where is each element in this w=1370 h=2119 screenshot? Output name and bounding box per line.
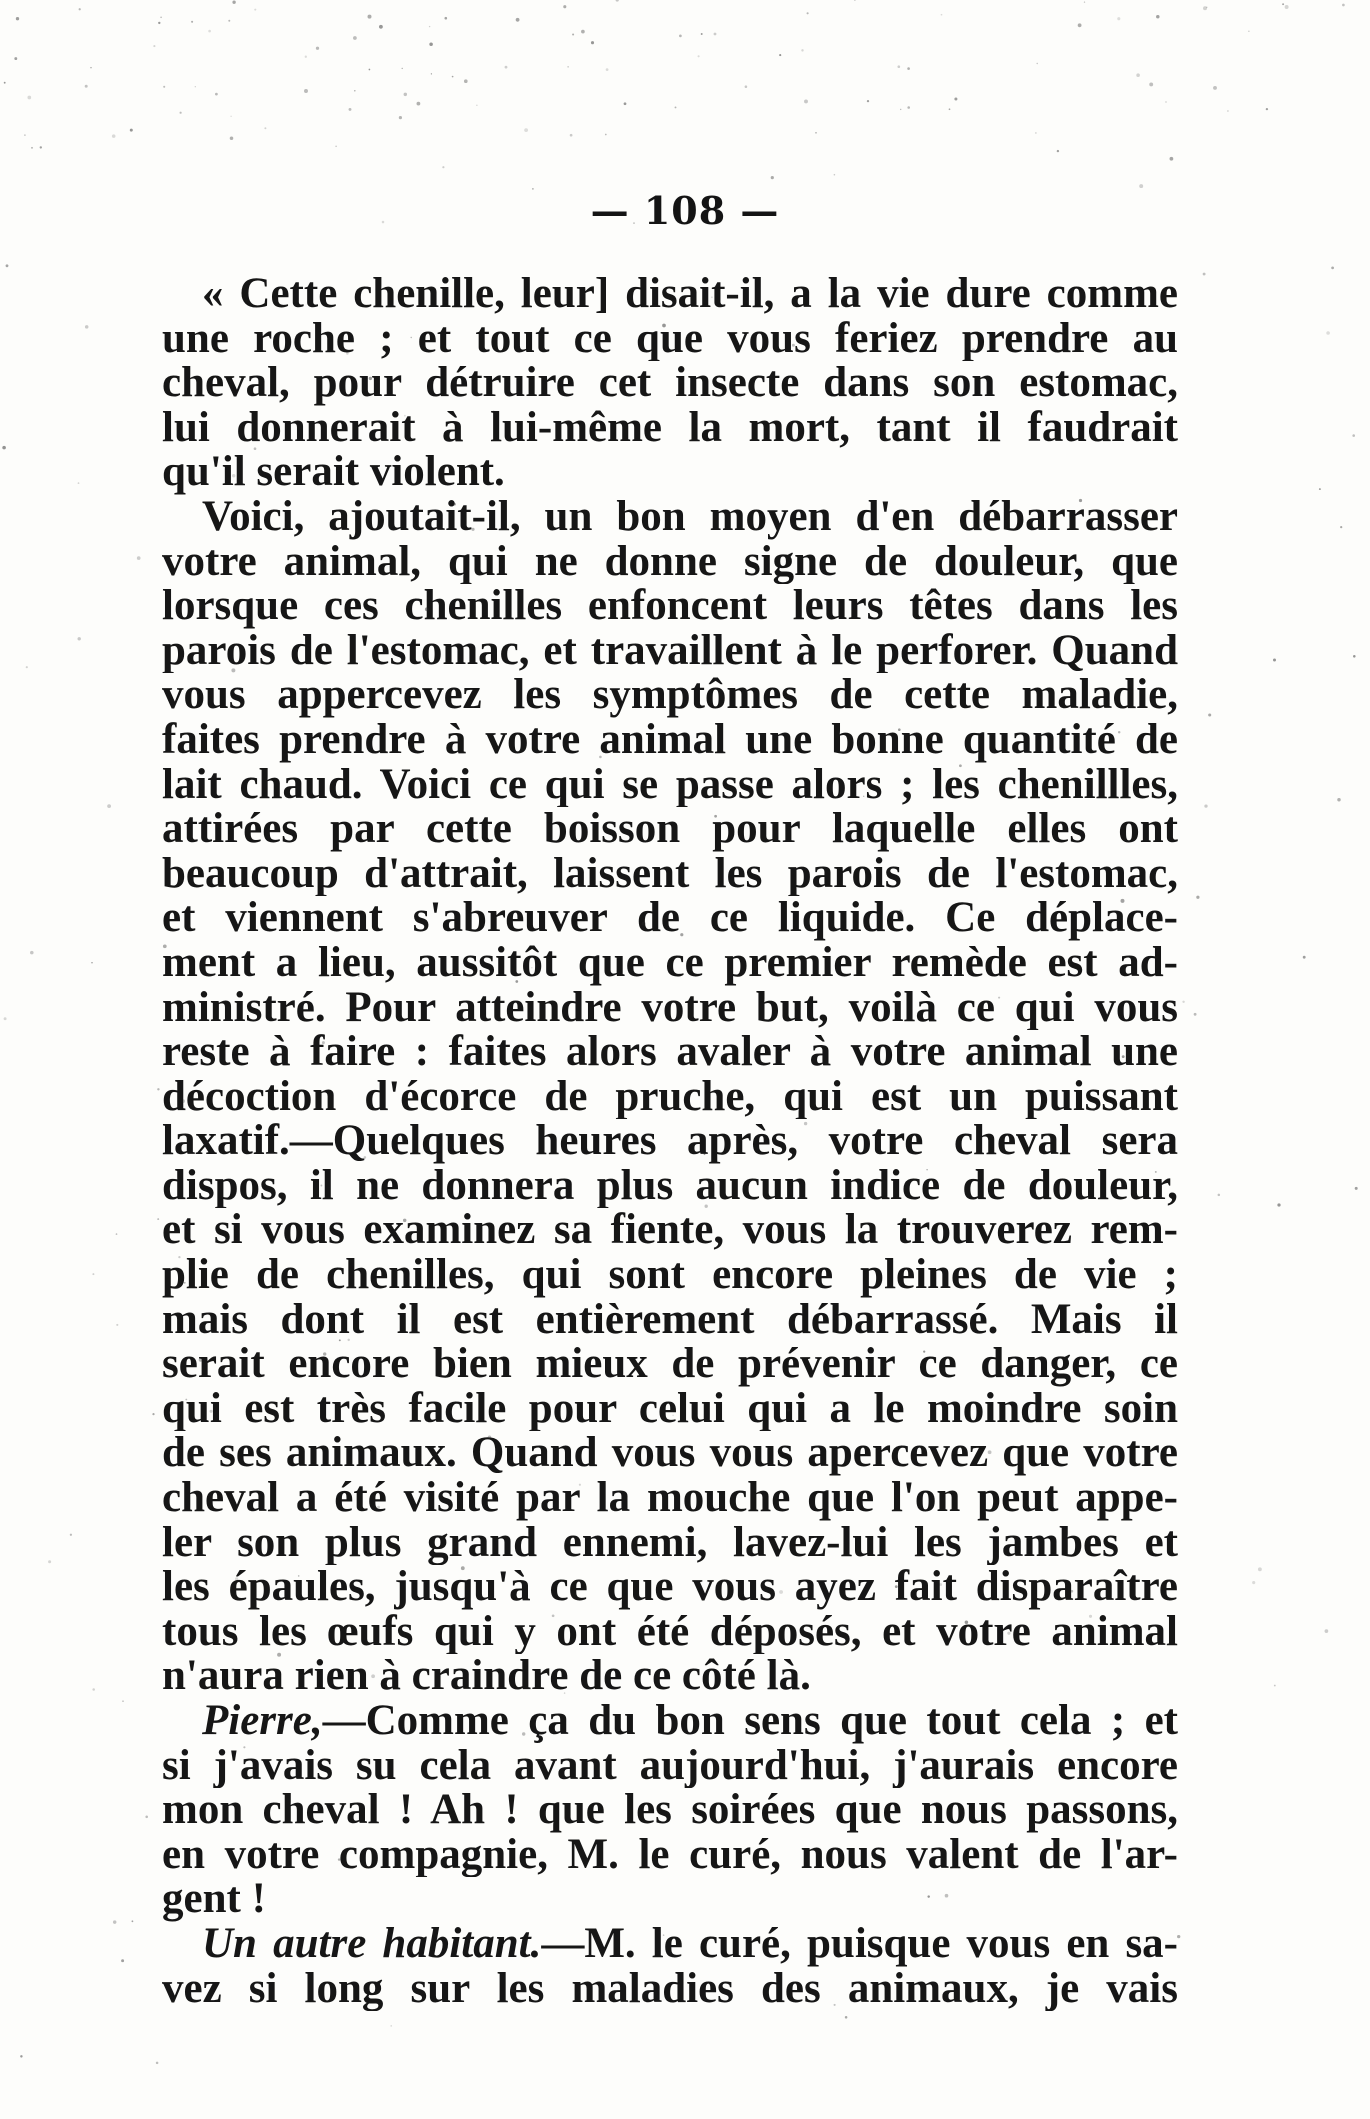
scan-speck [675,106,677,108]
scan-speck [1208,713,1211,716]
text-line [162,1075,1178,1120]
scan-speck [145,1816,148,1819]
scan-speck [91,962,92,963]
scan-speck [616,0,619,2]
scan-speck [195,86,196,87]
line-text: de ses animaux. Quand vous vous apercevez que votre [162,1431,1178,1477]
scan-speck [1340,526,1342,528]
line-text: tous les œufs qui y ont été déposés, et votre animal [162,1609,1178,1655]
scan-speck [779,54,781,56]
line-text: votre animal, qui ne donne signe de douleur, que [162,539,1178,585]
scan-speck [834,174,836,176]
scan-speck [516,18,520,22]
scan-speck [230,116,231,117]
scan-speck [815,132,817,134]
scan-speck [570,134,573,137]
scan-speck [572,33,574,35]
scan-speck [1204,804,1207,807]
text-line [162,450,1178,495]
scan-speck [771,176,774,179]
scan-speck [90,67,92,69]
scan-speck [581,30,585,34]
scan-speck [130,129,133,132]
text-line [162,1119,1178,1164]
scan-speck [804,99,808,103]
scan-speck [121,1959,124,1962]
scan-speck [369,69,371,71]
scan-speck [1117,17,1120,20]
scan-speck [112,134,116,138]
text-line [162,629,1178,674]
scan-speck [27,96,31,100]
scan-speck [941,14,943,16]
scan-speck [1035,132,1036,133]
scan-speck [228,20,230,22]
scan-speck [157,1088,159,1090]
scan-speck [1353,655,1356,658]
scan-speck [390,2025,392,2027]
line-text: et si vous examinez sa fiente, vous la trouverez rem- [162,1208,1178,1254]
line-text: parois de l'estomac, et travaillent à le perforer. Quand [162,628,1178,674]
text-line [162,1877,1178,1922]
scan-speck [4,82,6,84]
text-line [162,406,1178,451]
speaker-name: Un autre habitant. [202,1921,542,1967]
scan-speck [907,67,910,70]
line-text: beaucoup d'attrait, laissent les parois de l'estomac, [162,851,1178,897]
line-text: —M. le curé, puisque vous en sa- [541,1921,1178,1967]
scan-speck [152,1413,154,1415]
scan-speck [353,36,357,40]
scan-speck [85,85,88,88]
scan-speck [20,2055,22,2057]
text-line [162,1699,1178,1744]
scan-speck [70,1534,72,1536]
line-text: vez si long sur les maladies des animaux, je vais [162,1966,1178,2012]
scan-speck [304,89,308,93]
scan-speck [107,804,111,808]
text-line [162,1833,1178,1878]
scan-speck [801,49,803,51]
body-text [162,272,1178,2011]
line-text: qui est très facile pour celui qui a le moindre soin [162,1386,1178,1432]
scan-speck [78,482,80,484]
line-text: décoction d'écorce de pruche, qui est un puissant [162,1074,1178,1120]
scan-speck [208,30,211,33]
scan-speck [1326,331,1330,335]
scan-speck [153,45,155,47]
line-text: vous appercevez les symptômes de cette maladie, [162,673,1178,718]
text-line [162,1521,1178,1566]
scan-speck [1136,73,1140,77]
scan-speck [1084,1,1085,2]
scan-speck [624,102,627,105]
text-line [162,317,1178,362]
scan-speck [4,1017,7,1020]
scan-speck [429,26,430,27]
scan-speck [6,264,9,267]
scan-speck [907,106,910,109]
text-line [162,1298,1178,1343]
scan-speck [78,637,81,640]
scan-speck [591,41,594,44]
line-text: qu'il serait violent. [162,450,505,495]
scan-speck [1258,1567,1262,1571]
scan-speck [399,116,402,119]
scan-speck [505,66,508,69]
line-text: en votre compagnie, M. le curé, nous valent de l'ar- [162,1832,1178,1878]
scan-speck [349,108,352,111]
scan-speck [1165,101,1166,102]
text-line [162,1744,1178,1789]
text-line [162,1342,1178,1387]
scan-speck [116,1233,118,1235]
scan-speck [1274,1685,1276,1687]
text-line [162,1476,1178,1521]
scan-speck [1325,1629,1329,1633]
scan-speck [476,105,477,106]
line-text: les épaules, jusqu'à ce que vous ayez fait disparaître [162,1565,1178,1610]
scan-speck [1057,150,1059,152]
line-text: laxatif.—Quelques heures après, votre cheval sera [162,1119,1178,1164]
line-text: n'aura rien à craindre de ce côté là. [162,1654,811,1699]
line-text: une roche ; et tout ce que vous feriez prendre au [162,316,1178,362]
scan-speck [1285,5,1289,9]
scan-speck [116,1324,118,1326]
text-line [162,807,1178,852]
scan-speck [1078,23,1082,27]
line-text: cheval, pour détruire cet insecte dans son estomac, [162,361,1178,406]
scan-speck [26,666,28,668]
text-line [162,272,1178,317]
scan-speck [316,47,319,50]
line-text: dispos, il ne donnera plus aucun indice de douleur, [162,1163,1178,1209]
text-line [162,1164,1178,1209]
scan-speck [180,112,182,114]
scan-speck [156,2062,159,2065]
scan-speck [1266,108,1268,110]
text-line [162,896,1178,941]
line-text: reste à faire : faites alors avaler à votre animal une [162,1030,1178,1075]
scan-speck [1277,1203,1280,1206]
scan-speck [79,8,81,10]
scan-speck [92,1273,94,1275]
scan-speck [335,146,337,148]
scan-speck [30,951,34,955]
scan-speck [1248,31,1249,32]
scan-speck [1037,63,1038,64]
text-line [162,1030,1178,1075]
scan-speck [1273,659,1276,662]
scan-speck [31,147,33,149]
scan-speck [40,146,42,148]
scan-speck [1218,1194,1221,1197]
scan-speck [1203,273,1206,276]
scan-speck [1252,1581,1255,1584]
scan-speck [402,68,403,69]
scan-speck [1352,434,1355,437]
line-text: et viennent s'abreuver de ce liquide. Ce déplace- [162,896,1178,941]
scan-speck [16,17,19,20]
scan-speck [232,1,235,4]
scan-speck [845,2016,848,2019]
line-text: ler son plus grand ennemi, lavez-lui les jambes et [162,1520,1178,1566]
line-text: mais dont il est entièrement débarrassé. Mais il [162,1297,1178,1343]
text-line [162,361,1178,406]
scan-speck [897,65,900,68]
scan-speck [464,79,468,83]
text-line [162,852,1178,897]
scan-speck [679,35,682,38]
scan-speck [1282,3,1284,5]
scan-speck [1331,267,1334,270]
scan-speck [1342,4,1345,7]
scan-speck [701,33,703,35]
scan-speck [264,127,266,129]
line-text: attirées par cette boisson pour laquelle elles ont [162,807,1178,852]
line-text: ment a lieu, aussitôt que ce premier remède est ad- [162,940,1178,986]
scan-speck [1182,1001,1184,1003]
scan-speck [1227,110,1229,112]
scan-speck [368,15,372,19]
scan-speck [605,134,607,136]
text-line [162,1253,1178,1298]
line-text: faites prendre à votre animal une bonne quantité de [162,717,1178,763]
text-line [162,1610,1178,1655]
line-text: lui donnerait à lui-même la mort, tant il faudrait [162,405,1178,451]
scan-speck [1203,6,1207,10]
scan-speck [1170,157,1174,161]
scan-speck [1149,82,1153,86]
scan-speck [807,12,809,14]
text-line [162,495,1178,540]
text-line [162,1208,1178,1253]
scan-speck [867,100,869,102]
text-line [162,986,1178,1031]
line-text: cheval a été visité par la mouche que l'on peut appe- [162,1476,1178,1521]
scan-speck [48,1560,51,1563]
text-line [162,941,1178,986]
scan-speck [563,5,566,8]
scan-speck [698,55,700,57]
scan-speck [1194,1013,1197,1016]
page-number: — 108 — [590,188,780,233]
scan-speck [714,33,717,36]
line-text: si j'avais su cela avant aujourd'hui, j'aurais encore [162,1743,1178,1789]
scan-speck [745,85,748,88]
scan-speck [1303,956,1306,959]
line-text: ministré. Pour atteindre votre but, voilà ce qui vous [162,985,1178,1031]
scan-speck [85,325,89,329]
scan-speck [113,1920,116,1923]
scan-speck [606,68,609,71]
scan-speck [2,446,6,450]
scan-speck [24,134,26,136]
scan-speck [854,0,855,1]
speaker-name: Pierre, [202,1699,323,1744]
scan-speck [444,17,447,20]
text-line [162,1431,1178,1476]
text-line [162,540,1178,585]
scan-speck [160,16,162,18]
scan-speck [215,93,218,96]
text-line [162,1387,1178,1432]
scan-speck [900,109,901,110]
line-text: plie de chenilles, qui sont encore pleines de vie ; [162,1253,1178,1298]
scan-speck [158,22,160,24]
scan-speck [429,42,433,46]
scan-speck [191,21,193,23]
scan-speck [305,56,307,58]
scan-speck [1337,798,1340,801]
scan-speck [254,9,256,11]
text-line [162,1654,1178,1699]
scan-speck [1156,15,1159,18]
text-line [162,1922,1178,1967]
text-line [162,1565,1178,1610]
text-line [162,1788,1178,1833]
scan-speck [137,556,141,560]
scan-speck [122,1700,123,1701]
line-text: —Comme ça du bon sens que tout cela ; et [322,1699,1178,1744]
line-text: serait encore bien mieux de prévenir ce danger, ce [162,1342,1178,1387]
line-text: Voici, ajoutait-il, un bon moyen d'en débarrasser [202,494,1178,540]
scan-speck [567,66,568,67]
line-text: mon cheval ! Ah ! que les soirées que nous passons, [162,1788,1178,1833]
scan-speck [442,166,444,168]
line-text: gent ! [162,1877,266,1922]
scan-speck [404,93,407,96]
line-text: lait chaud. Voici ce qui se passe alors ; les chenillles, [162,762,1178,808]
scan-speck [1319,488,1321,490]
scan-speck [163,86,165,88]
scan-speck [230,137,234,141]
line-text: lorsque ces chenilles enfoncent leurs têtes dans les [162,584,1178,629]
text-line [162,584,1178,629]
text-line [162,673,1178,718]
scan-speck [954,97,957,100]
scan-speck [132,1920,134,1922]
scan-speck [452,76,454,78]
line-text: « Cette chenille, leur] disait-il, a la vie dure comme [202,272,1178,317]
scan-speck [354,90,356,92]
text-line [162,763,1178,808]
scan-speck [1196,896,1199,899]
scan-speck [14,57,17,60]
text-line [162,1967,1178,2012]
scan-speck [431,73,432,74]
scan-speck [157,1218,159,1220]
scan-speck [1355,1187,1358,1190]
text-line [162,718,1178,763]
scan-speck [379,25,383,29]
scan-speck [1206,7,1208,9]
scan-speck [524,128,528,132]
scan-speck [417,102,421,106]
scan-speck [1213,86,1217,90]
scan-speck [92,1688,95,1691]
scan-speck [949,108,951,110]
